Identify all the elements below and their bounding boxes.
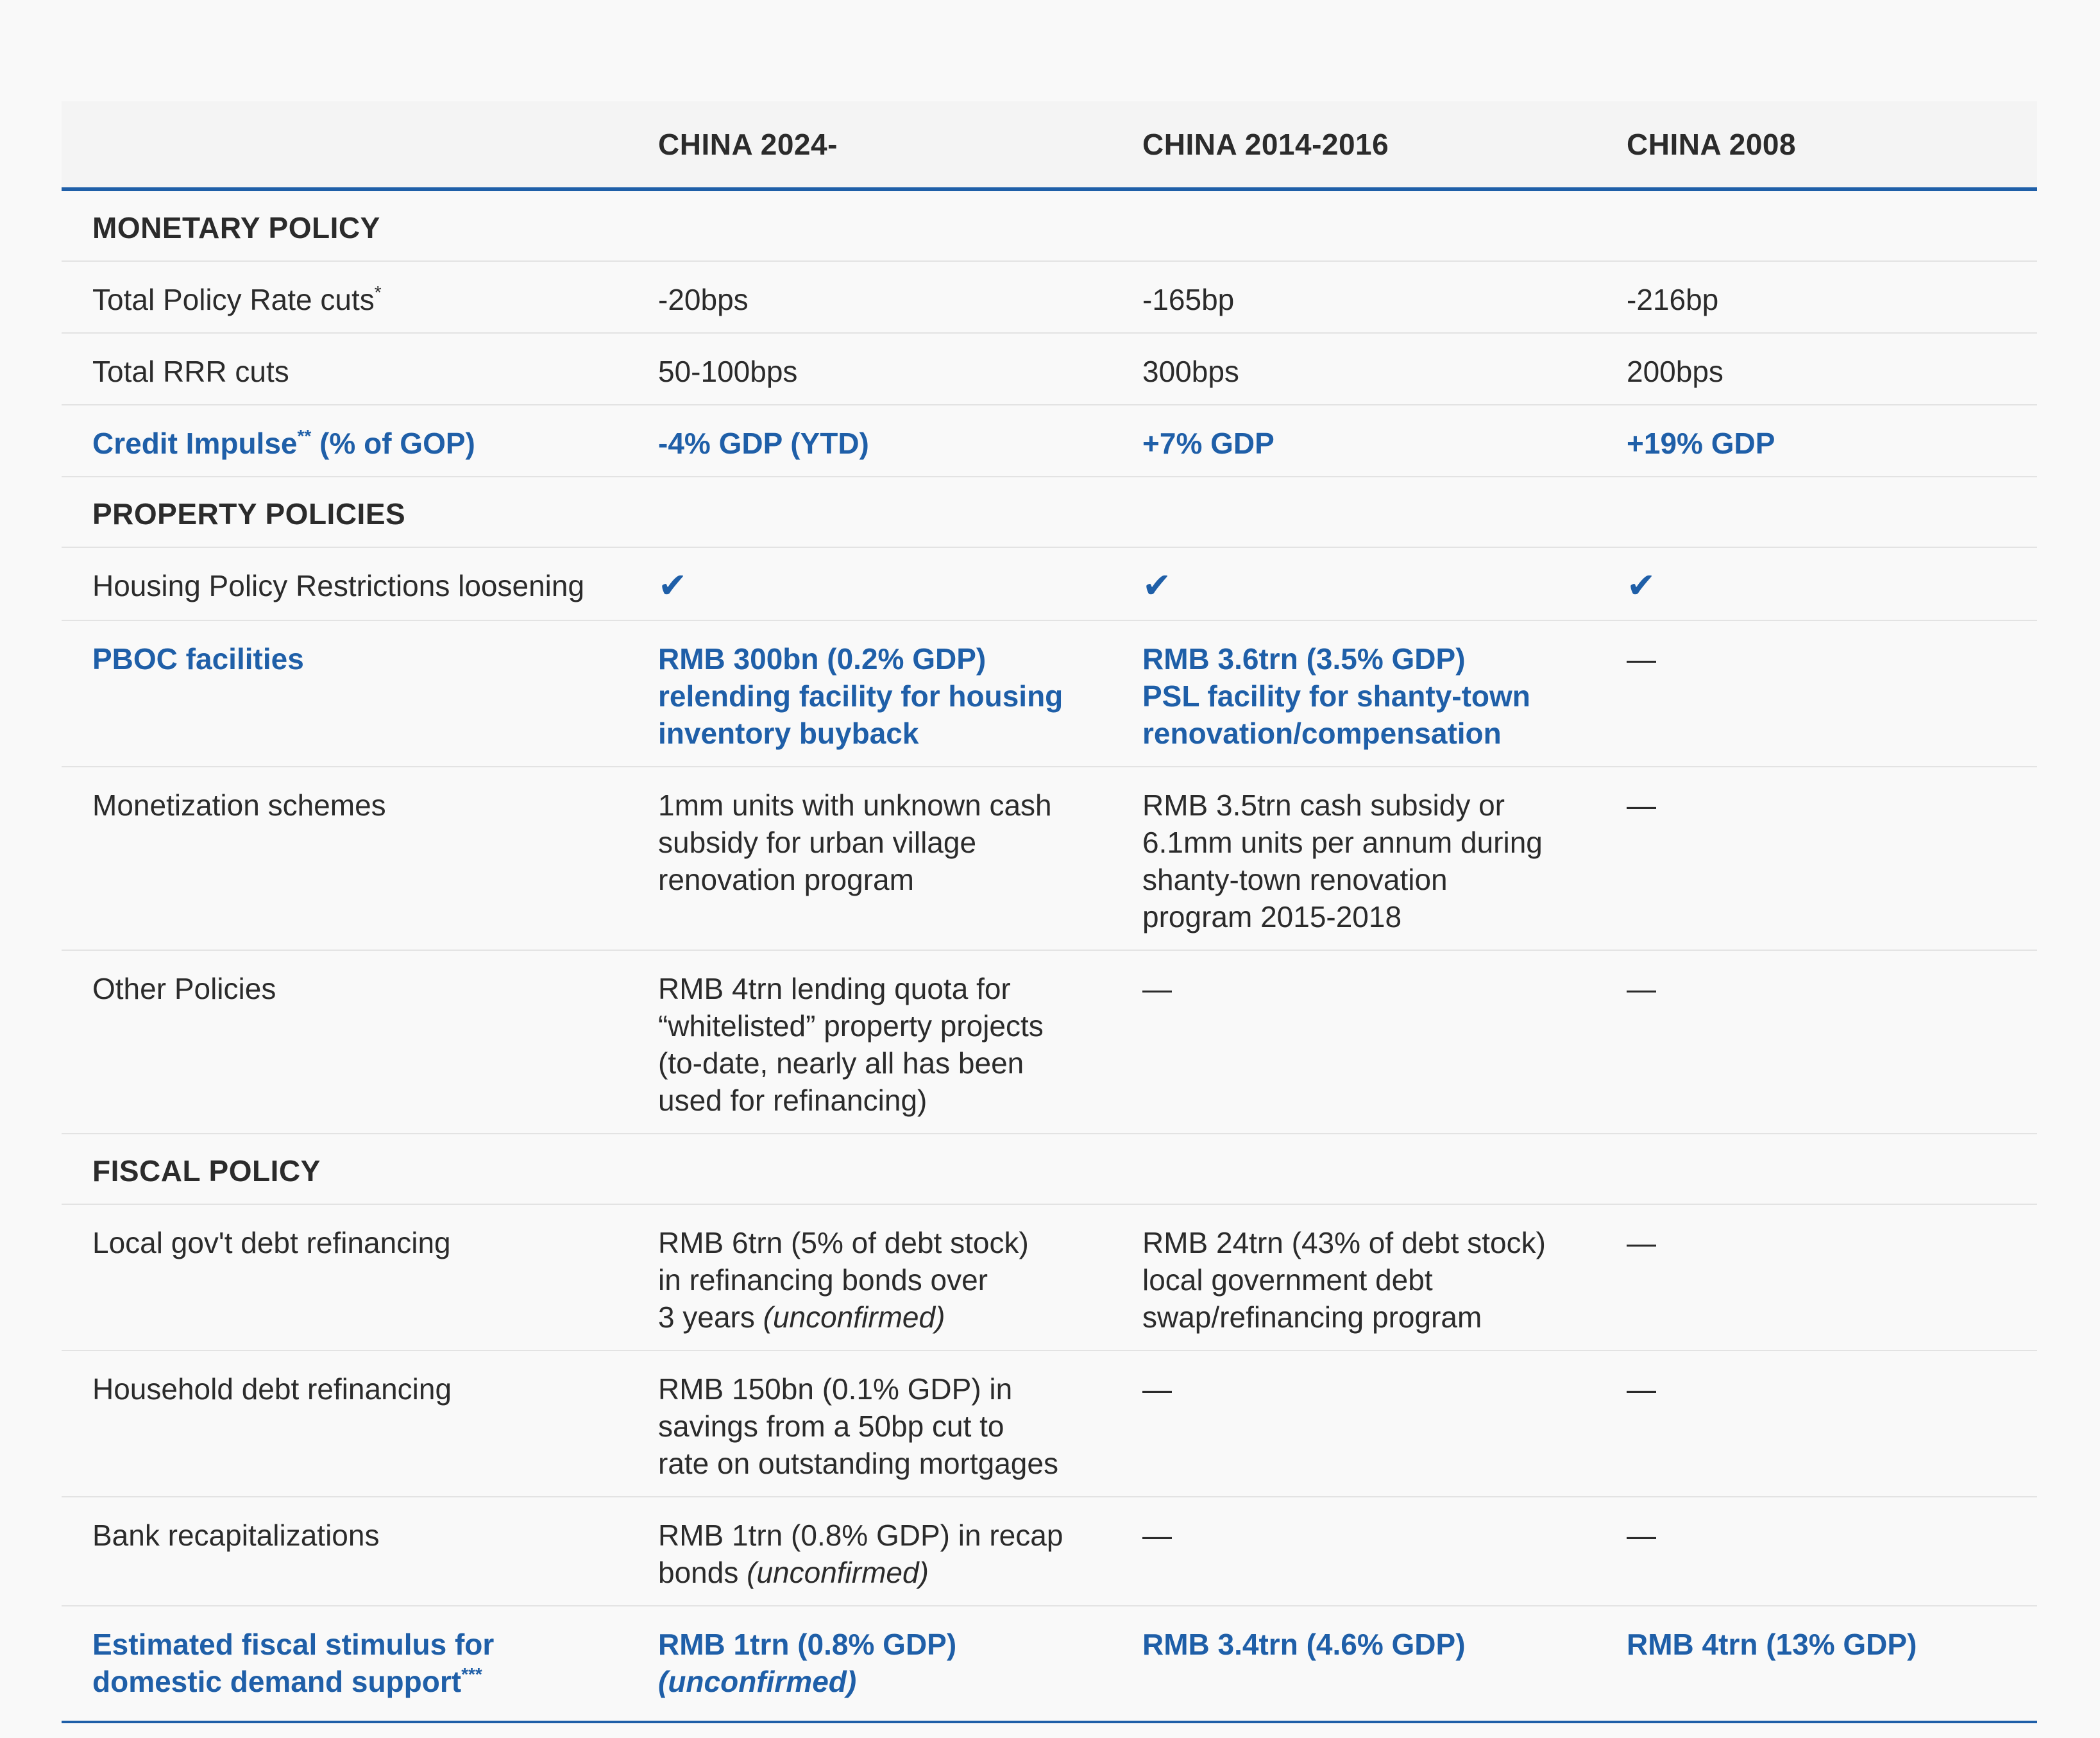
- row-label: [62, 261, 627, 333]
- row-label: [62, 1606, 627, 1722]
- cell-2024: [627, 620, 1112, 767]
- cell-line: RMB 1trn (0.8% GDP): [658, 1628, 957, 1661]
- cell-2008: RMB 4trn (13% GDP): [1596, 1606, 2037, 1722]
- footnote-marker: ***: [461, 1664, 482, 1684]
- cell-2008: —: [1596, 1204, 2037, 1350]
- cell-line: “whitelisted” property projects: [658, 1009, 1044, 1043]
- cell-2014: [1112, 1204, 1596, 1350]
- header-china-2008: CHINA 2008: [1596, 101, 2037, 189]
- policy-comparison-table: [62, 101, 2037, 1723]
- cell-line: inventory buyback: [658, 717, 919, 750]
- cell-line: 6.1mm units per annum during: [1142, 826, 1543, 859]
- row-label: Bank recapitalizations: [62, 1497, 627, 1606]
- checkmark-icon: ✔: [1142, 567, 1172, 605]
- cell-2008: —: [1596, 1350, 2037, 1497]
- cell-2008: —: [1596, 1497, 2037, 1606]
- cell-2024: [627, 547, 1112, 620]
- section-row-property: [62, 477, 2037, 547]
- table-row-fiscal-stimulus: [62, 1606, 2037, 1722]
- cell-2008: [1596, 547, 2037, 620]
- cell-line: PSL facility for shanty-town: [1142, 679, 1530, 713]
- cell-line: subsidy for urban village: [658, 826, 977, 859]
- cell-2008: —: [1596, 767, 2037, 950]
- cell-2008: 200bps: [1596, 333, 2037, 405]
- cell-line: renovation program: [658, 863, 914, 896]
- table-row-local-gov-debt: [62, 1204, 2037, 1350]
- cell-line: 1mm units with unknown cash: [658, 788, 1052, 822]
- table-row-credit-impulse: [62, 405, 2037, 477]
- section-title-fiscal: FISCAL POLICY: [62, 1134, 2037, 1204]
- cell-2024: 50-100bps: [627, 333, 1112, 405]
- cell-line: RMB 3.5trn cash subsidy or: [1142, 788, 1505, 822]
- cell-line: RMB 150bn (0.1% GDP) in: [658, 1372, 1013, 1406]
- cell-2014: [1112, 620, 1596, 767]
- header-row: [62, 101, 2037, 189]
- row-label: Household debt refinancing: [62, 1350, 627, 1497]
- table-row-monetization: [62, 767, 2037, 950]
- section-row-monetary: [62, 189, 2037, 261]
- row-label-suffix: (% of GOP): [311, 427, 475, 460]
- row-label-text: Estimated fiscal stimulus for: [92, 1628, 495, 1661]
- header-blank: [62, 101, 627, 189]
- cell-2024: [627, 1606, 1112, 1722]
- cell-line: shanty-town renovation: [1142, 863, 1448, 896]
- cell-2014: —: [1112, 950, 1596, 1134]
- cell-2024: [627, 1204, 1112, 1350]
- table-row-other-policies: [62, 950, 2037, 1134]
- cell-line: in refinancing bonds over: [658, 1263, 988, 1297]
- cell-line: swap/refinancing program: [1142, 1300, 1482, 1334]
- cell-2014: RMB 3.4trn (4.6% GDP): [1112, 1606, 1596, 1722]
- cell-2008: —: [1596, 950, 2037, 1134]
- cell-2024: [627, 1350, 1112, 1497]
- cell-2024: -4% GDP (YTD): [627, 405, 1112, 477]
- cell-2024: [627, 950, 1112, 1134]
- row-label: Total RRR cuts: [62, 333, 627, 405]
- row-label: Local gov't debt refinancing: [62, 1204, 627, 1350]
- cell-2008: +19% GDP: [1596, 405, 2037, 477]
- footnote-marker: *: [374, 282, 382, 302]
- table-header: [62, 101, 2037, 189]
- section-title-property: PROPERTY POLICIES: [62, 477, 2037, 547]
- cell-2014: +7% GDP: [1112, 405, 1596, 477]
- cell-2008: -216bp: [1596, 261, 2037, 333]
- cell-2014: —: [1112, 1350, 1596, 1497]
- row-label-text: [92, 1663, 614, 1700]
- cell-text: 3 years: [658, 1300, 763, 1334]
- header-china-2014-2016: CHINA 2014-2016: [1112, 101, 1596, 189]
- cell-line: renovation/compensation: [1142, 717, 1502, 750]
- cell-2024: [627, 767, 1112, 950]
- cell-2014: —: [1112, 1497, 1596, 1606]
- cell-line: used for refinancing): [658, 1084, 927, 1117]
- row-label-line: domestic demand support: [92, 1665, 462, 1698]
- cell-line: relending facility for housing: [658, 679, 1063, 713]
- cell-line: RMB 3.6trn (3.5% GDP): [1142, 642, 1466, 676]
- header-china-2024: CHINA 2024-: [627, 101, 1112, 189]
- footnote-marker: **: [297, 426, 312, 446]
- row-label-text: Total Policy Rate cuts: [92, 283, 375, 316]
- unconfirmed-note: (unconfirmed): [658, 1665, 857, 1698]
- cell-2024: -20bps: [627, 261, 1112, 333]
- cell-2024: [627, 1497, 1112, 1606]
- table-row-pboc: [62, 620, 2037, 767]
- table-row-housing: [62, 547, 2037, 620]
- row-label: PBOC facilities: [62, 620, 627, 767]
- cell-2014: [1112, 547, 1596, 620]
- table-row-bank-recap: [62, 1497, 2037, 1606]
- cell-line: RMB 1trn (0.8% GDP) in recap: [658, 1519, 1063, 1552]
- cell-line: RMB 300bn (0.2% GDP): [658, 642, 986, 676]
- cell-2008: —: [1596, 620, 2037, 767]
- cell-line: savings from a 50bp cut to: [658, 1410, 1004, 1443]
- unconfirmed-note: (unconfirmed): [747, 1556, 929, 1589]
- cell-line: program 2015-2018: [1142, 900, 1402, 933]
- table-row-rrr: [62, 333, 2037, 405]
- cell-2014: 300bps: [1112, 333, 1596, 405]
- cell-line: rate on outstanding mortgages: [658, 1447, 1058, 1480]
- cell-text: bonds: [658, 1556, 747, 1589]
- comparison-table: [62, 101, 2037, 1723]
- row-label: [62, 405, 627, 477]
- cell-line: [658, 1299, 1099, 1336]
- checkmark-icon: ✔: [658, 567, 688, 605]
- cell-line: local government debt: [1142, 1263, 1433, 1297]
- table-body: [62, 189, 2037, 1722]
- cell-line: RMB 24trn (43% of debt stock): [1142, 1226, 1546, 1259]
- cell-2014: -165bp: [1112, 261, 1596, 333]
- row-label: Housing Policy Restrictions loosening: [62, 547, 627, 620]
- row-label: Other Policies: [62, 950, 627, 1134]
- unconfirmed-note: (unconfirmed): [763, 1300, 945, 1334]
- cell-line: RMB 4trn lending quota for: [658, 972, 1011, 1005]
- table-row-household-debt: [62, 1350, 2037, 1497]
- cell-line: (to-date, nearly all has been: [658, 1046, 1024, 1080]
- cell-line: RMB 6trn (5% of debt stock): [658, 1226, 1029, 1259]
- section-title-monetary: MONETARY POLICY: [62, 189, 2037, 261]
- row-label: Monetization schemes: [62, 767, 627, 950]
- section-row-fiscal: [62, 1134, 2037, 1204]
- cell-2014: [1112, 767, 1596, 950]
- checkmark-icon: ✔: [1627, 567, 1656, 605]
- table-row-policy-rate: [62, 261, 2037, 333]
- row-label-text: Credit Impulse: [92, 427, 298, 460]
- cell-line: [658, 1554, 1099, 1591]
